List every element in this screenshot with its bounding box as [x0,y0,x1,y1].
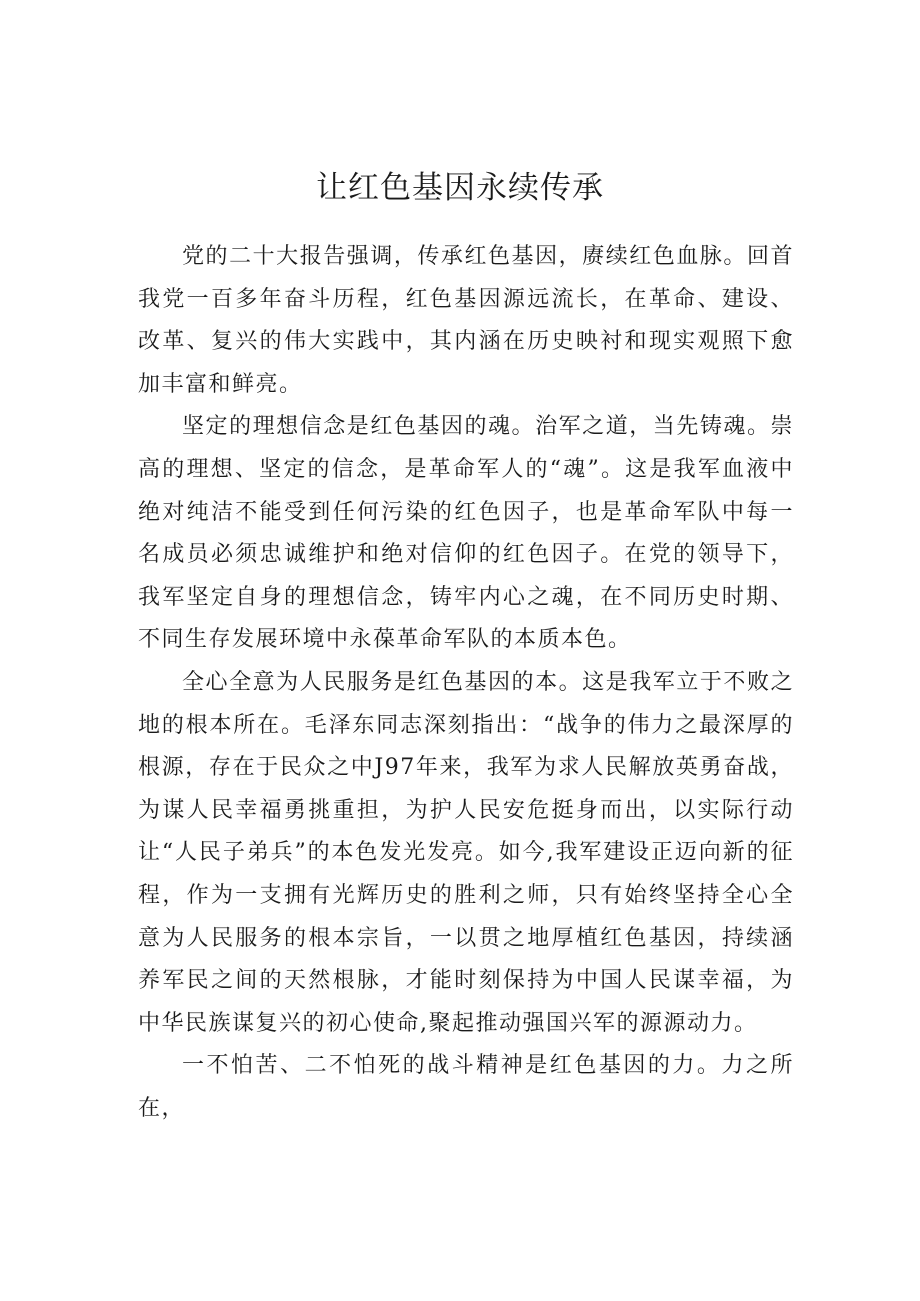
document-body [138,236,794,1130]
paragraph-1: 党的二十大报告强调，传承红色基因，赓续红色血脉。回首我党一百多年奋斗历程，红色基因源远流长，在革命、建设、改革、复兴的伟大实践中，其内涵在历史映衬和现实观照下愈加丰富和鲜亮。 [138,244,794,397]
paragraph-4: 一不怕苦、二不怕死的战斗精神是红色基因的力。力之所在， [138,1053,794,1121]
paragraph-2: 坚定的理想信念是红色基因的魂。治军之道，当先铸魂。崇高的理想、坚定的信念，是革命军人的“魂”。这是我军血液中绝对纯洁不能受到任何污染的红色因子，也是革命军队中每一名成员必须忠诚维护和绝对信仰的红色因子。在党的领导下，我军坚定自身的理想信念，铸牢内心之魂，在不同历史时期、不同生存发展环境中永葆革命军队的本质本色。 [138,414,794,653]
document-title: 让红色基因永续传承 [316,170,604,206]
paragraph-3: 全心全意为人民服务是红色基因的本。这是我军立于不败之地的根本所在。毛泽东同志深刻指出：“战争的伟力之最深厚的根源，存在于民众之中J97年来，我军为求人民解放英勇奋战，为谋人民幸福勇挑重担，为护人民安危挺身而出，以实际行动让“人民子弟兵”的本色发光发亮。如今,我军建设正迈向新的征程，作为一支拥有光辉历史的胜利之师，只有始终坚持全心全意为人民服务的根本宗旨，一以贯之地厚植红色基因，持续涵养军民之间的天然根脉，才能时刻保持为中国人民谋幸福，为中华民族谋复兴的初心使命,聚起推动强国兴军的源源动力。 [138,669,794,1036]
